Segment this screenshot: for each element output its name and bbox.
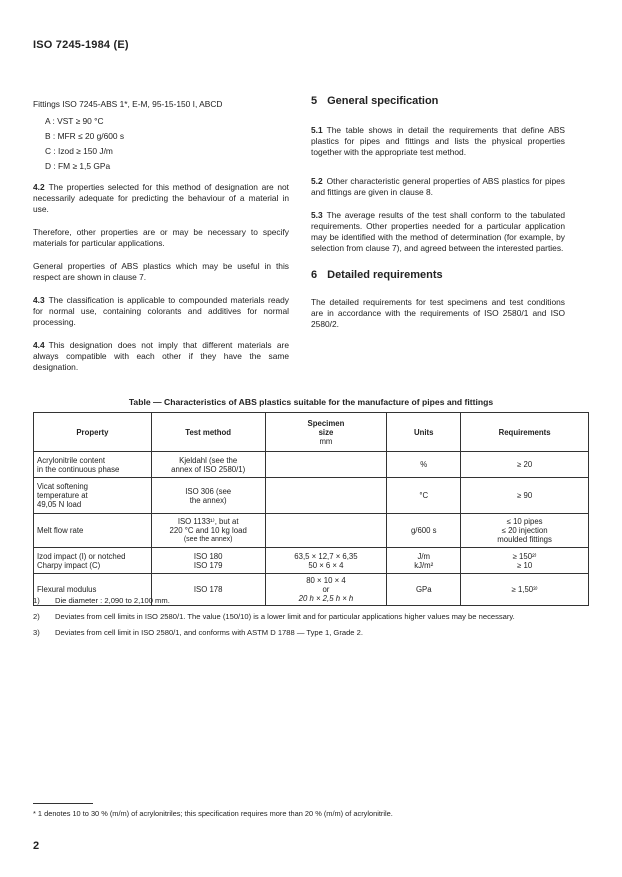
paragraph-4-4 bbox=[33, 340, 289, 373]
note-3 bbox=[33, 628, 593, 638]
clause-number: 5.3 bbox=[311, 210, 323, 220]
cell-property bbox=[34, 548, 152, 574]
table-notes bbox=[33, 596, 593, 644]
paragraph-text: The table shows in detail the requirements that define ABS plastics for pipes and fittings and lists the physical properties together with the appropriate test method. bbox=[311, 125, 565, 157]
header-requirements: Requirements bbox=[461, 413, 589, 452]
cell-line: Acrylonitrile content bbox=[37, 455, 106, 465]
note-text: Die diameter : 2,090 to 2,100 mm. bbox=[55, 596, 170, 605]
cell-line: ISO 306 (see bbox=[185, 486, 232, 496]
cell-units: GPa bbox=[387, 574, 461, 606]
cell-units: % bbox=[387, 452, 461, 478]
cell-line: Kjeldahl (see the bbox=[179, 455, 238, 465]
cell-line: kJ/m² bbox=[414, 560, 434, 570]
table-header-row bbox=[34, 413, 589, 452]
cell-line: ISO 179 bbox=[193, 560, 223, 570]
cell-property: Flexural modulus bbox=[34, 574, 152, 606]
document-id: ISO 7245-1984 (E) bbox=[33, 39, 129, 51]
cell-method bbox=[151, 548, 265, 574]
table-row bbox=[34, 514, 589, 548]
header-test-method: Test method bbox=[151, 413, 265, 452]
footnote: * 1 denotes 10 to 30 % (m/m) of acrylonitriles; this specification requires more than 20 % (m/m) of acrylonitrile. bbox=[33, 809, 393, 818]
cell-line: in the continuous phase bbox=[37, 464, 120, 474]
note-key: 1) bbox=[33, 596, 40, 605]
cell-method: ISO 178 bbox=[151, 574, 265, 606]
cell-units: °C bbox=[387, 478, 461, 514]
note-key: 2) bbox=[33, 612, 40, 621]
note-2 bbox=[33, 612, 593, 622]
cell-requirement: ≥ 1,50³⁾ bbox=[461, 574, 589, 606]
table-row bbox=[34, 548, 589, 574]
cell-line: 49,05 N load bbox=[37, 500, 82, 509]
cell-requirement bbox=[461, 514, 589, 548]
cell-line: moulded fittings bbox=[497, 535, 552, 544]
header-property: Property bbox=[34, 413, 152, 452]
footnote-divider bbox=[33, 803, 93, 804]
cell-units: g/600 s bbox=[387, 514, 461, 548]
cell-line: ≥ 150²⁾ bbox=[512, 551, 537, 561]
condition-b: B : MFR ≤ 20 g/600 s bbox=[45, 131, 125, 141]
cell-line: temperature at bbox=[37, 491, 88, 500]
paragraph-text: The classification is applicable to compounded materials ready for normal use, containing colorants and additives for normal processing. bbox=[33, 295, 289, 327]
table-title: Table — Characteristics of ABS plastics suitable for the manufacture of pipes and fittings bbox=[128, 397, 494, 407]
conditions-list bbox=[33, 116, 289, 172]
condition-d: D : FM ≥ 1,5 GPa bbox=[45, 161, 111, 171]
cell-line: J/m bbox=[417, 551, 431, 561]
cell-line: annex of ISO 2580/1) bbox=[171, 464, 246, 474]
left-column bbox=[33, 99, 289, 385]
cell-line: ≥ 10 bbox=[517, 560, 533, 570]
header-units: Units bbox=[387, 413, 461, 452]
section-5-heading bbox=[311, 96, 565, 107]
section-title: General specification bbox=[327, 95, 439, 107]
cell-line: or bbox=[322, 585, 330, 594]
cell-line: Izod impact (I) or notched bbox=[37, 551, 126, 561]
paragraph-5-1 bbox=[311, 125, 565, 158]
requirements-table bbox=[33, 412, 589, 606]
note-1 bbox=[33, 596, 593, 606]
cell-requirement: ≥ 90 bbox=[461, 478, 589, 514]
clause-number: 4.4 bbox=[33, 340, 45, 350]
section-number: 6 bbox=[311, 269, 318, 281]
section-6-heading bbox=[311, 270, 565, 281]
paragraph-5-3 bbox=[311, 210, 565, 254]
paragraph-4-2c: General properties of ABS plastics which may be useful in this respect are shown in clause 7. bbox=[33, 261, 289, 282]
condition-c: C : Izod ≥ 150 J/m bbox=[45, 146, 113, 156]
paragraph-4-3 bbox=[33, 295, 289, 328]
cell-method bbox=[151, 514, 265, 548]
cell-line: Vicat softening bbox=[37, 482, 89, 491]
header-specimen-unit: mm bbox=[319, 436, 333, 446]
cell-line: 80 × 10 × 4 bbox=[306, 576, 346, 585]
cell-property: Melt flow rate bbox=[34, 514, 152, 548]
requirements-table-wrap bbox=[33, 412, 589, 606]
cell-line: (see the annex) bbox=[183, 536, 233, 543]
paragraph-6: The detailed requirements for test specimens and test conditions are in accordance with the requirements of ISO 2580/1 and ISO 2580/2. bbox=[311, 297, 565, 329]
cell-method bbox=[151, 478, 265, 514]
cell-line: 220 °C and 10 kg load bbox=[169, 526, 247, 535]
cell-line: Charpy impact (C) bbox=[37, 560, 101, 570]
right-column bbox=[311, 96, 565, 342]
paragraph-4-2 bbox=[33, 182, 289, 215]
cell-line: 20 h × 2,5 h × h bbox=[298, 594, 354, 603]
section-number: 5 bbox=[311, 95, 318, 107]
note-text: Deviates from cell limit in ISO 2580/1, and conforms with ASTM D 1788 — Type 1, Grade 2. bbox=[55, 628, 363, 637]
header-specimen-size bbox=[265, 413, 387, 452]
cell-specimen bbox=[265, 548, 387, 574]
cell-line: the annex) bbox=[189, 495, 227, 505]
cell-requirement bbox=[461, 548, 589, 574]
header-specimen-line: size bbox=[318, 427, 334, 437]
cell-requirement: ≥ 20 bbox=[461, 452, 589, 478]
paragraph-text: This designation does not imply that different materials are always compatible with each other if they have the same designation. bbox=[33, 340, 289, 372]
paragraph-4-2b: Therefore, other properties are or may be necessary to specify materials for particular applications. bbox=[33, 227, 289, 248]
table-row bbox=[34, 478, 589, 514]
cell-specimen bbox=[265, 514, 387, 548]
cell-property bbox=[34, 452, 152, 478]
designation-line: Fittings ISO 7245-ABS 1*, E-M, 95-15-150 I, ABCD bbox=[33, 99, 223, 109]
cell-units bbox=[387, 548, 461, 574]
header-specimen-line: Specimen bbox=[307, 418, 345, 428]
cell-line: ISO 180 bbox=[193, 551, 223, 561]
clause-number: 5.2 bbox=[311, 176, 323, 186]
paragraph-text: Other characteristic general properties of ABS plastics for pipes and fittings are given in clause 8. bbox=[311, 176, 565, 197]
cell-line: 63,5 × 12,7 × 6,35 bbox=[294, 551, 358, 561]
paragraph-text: The properties selected for this method of designation are not necessarily adequate for predicting the behaviour of a material in use. bbox=[33, 182, 289, 214]
clause-number: 4.3 bbox=[33, 295, 45, 305]
page-number: 2 bbox=[33, 840, 40, 852]
section-title: Detailed requirements bbox=[327, 269, 443, 281]
table-row bbox=[34, 452, 589, 478]
cell-line: ISO 1133¹⁾, but at bbox=[177, 517, 239, 526]
clause-number: 4.2 bbox=[33, 182, 45, 192]
cell-specimen bbox=[265, 452, 387, 478]
note-key: 3) bbox=[33, 628, 40, 637]
cell-line: 50 × 6 × 4 bbox=[308, 560, 344, 570]
cell-method bbox=[151, 452, 265, 478]
note-text: Deviates from cell limits in ISO 2580/1. The value (150/10) is a lower limit and for particular applications higher values may be necessary. bbox=[55, 612, 515, 621]
cell-line: ≤ 10 pipes bbox=[506, 517, 543, 526]
cell-property bbox=[34, 478, 152, 514]
paragraph-5-2 bbox=[311, 176, 565, 198]
condition-a: A : VST ≥ 90 °C bbox=[45, 116, 104, 126]
cell-specimen bbox=[265, 478, 387, 514]
paragraph-text: The average results of the test shall conform to the tabulated requirements. Other properties needed for a particular application may be identified with the method of determination (for example, by selection from clause 7), and agreed between the interested parties. bbox=[311, 210, 565, 253]
clause-number: 5.1 bbox=[311, 125, 323, 135]
cell-line: ≤ 20 injection bbox=[501, 526, 548, 535]
